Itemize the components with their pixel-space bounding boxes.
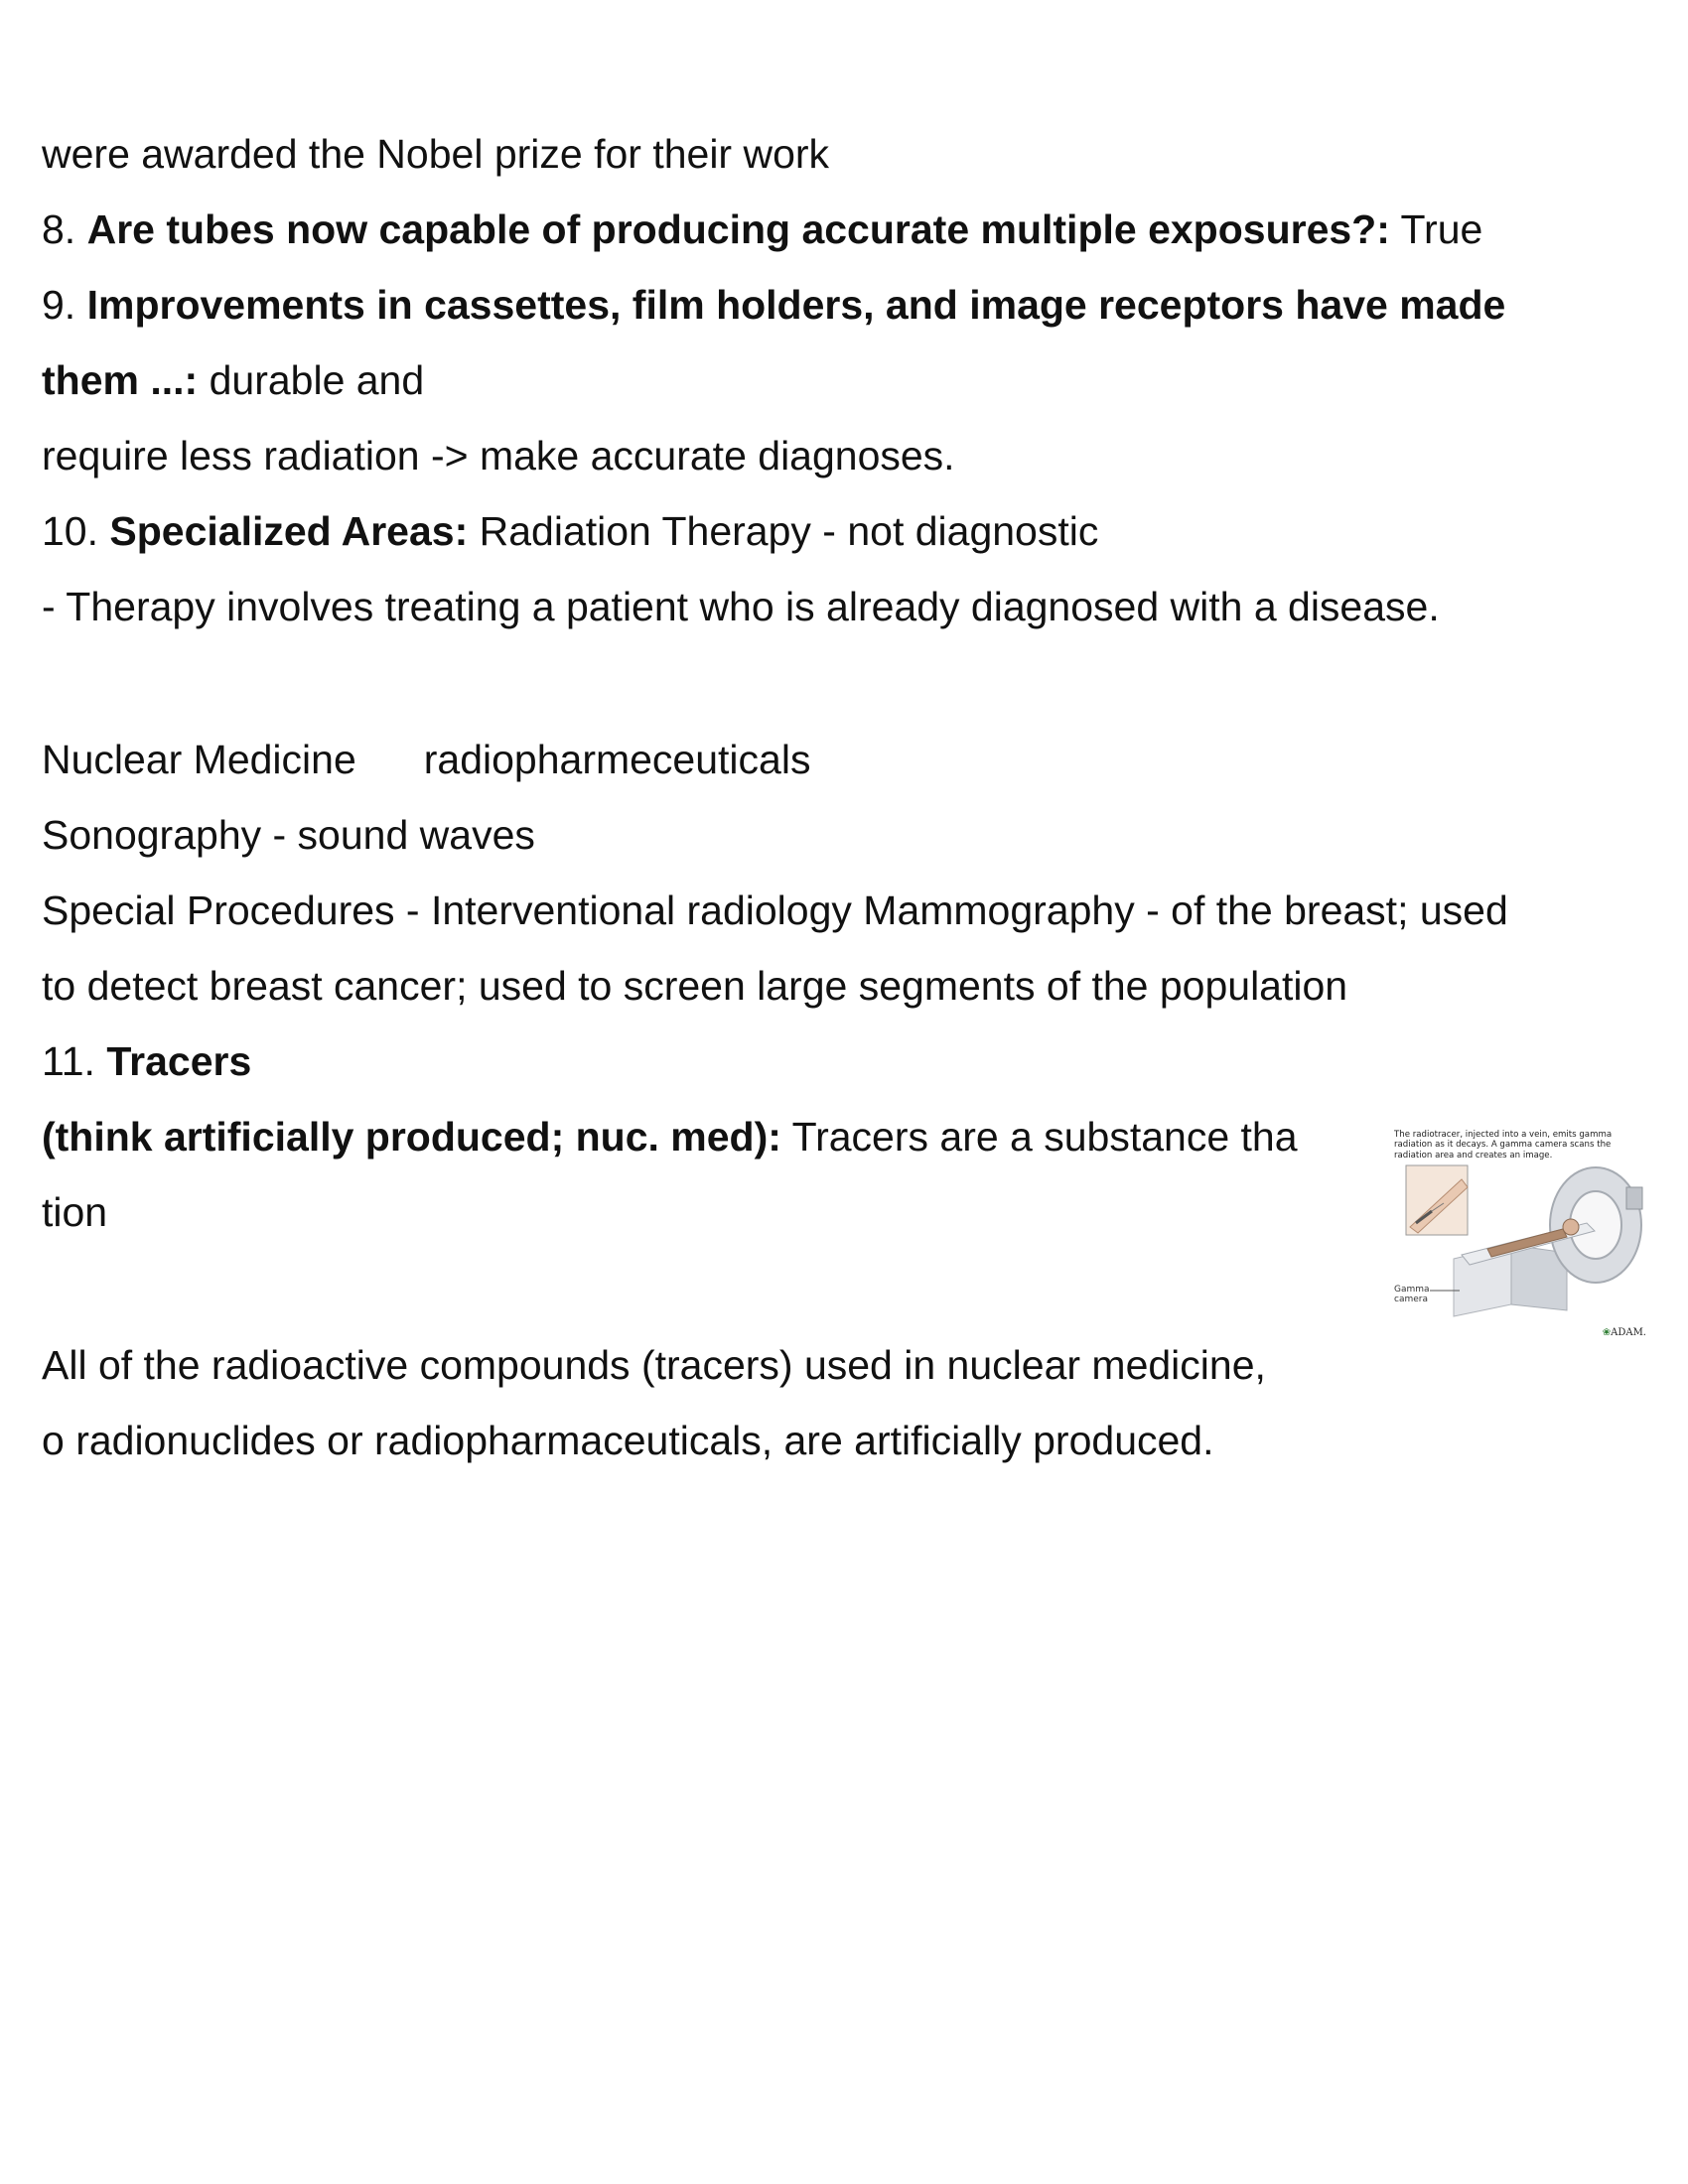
question-11-continued: (think artificially produced; nuc. med): Tracers are a substance tha [42, 1114, 1298, 1160]
question-8: 8. Are tubes now capable of producing accurate multiple exposures?: True [42, 206, 1483, 252]
text-line: Nuclear Medicine radiopharmeceuticals [42, 737, 811, 782]
question-8-answer: True [1400, 206, 1483, 252]
question-9-continued: them ...: durable and [42, 357, 425, 403]
text-line: Special Procedures - Interventional radiology Mammography - of the breast; used [42, 887, 1508, 933]
gamma-camera-figure [1392, 1128, 1648, 1340]
gamma-camera-label: Gamma camera [1394, 1285, 1430, 1304]
question-11: 11. Tracers [42, 1038, 252, 1084]
text-line: - Therapy involves treating a patient who is already diagnosed with a disease. [42, 584, 1440, 629]
adam-logo: ❀ADAM. [1602, 1327, 1646, 1338]
question-9-answer: durable and [209, 357, 425, 403]
text-line: tion [42, 1189, 108, 1235]
text-line: require less radiation -> make accurate diagnoses. [42, 433, 955, 478]
text-line: to detect breast cancer; used to screen large segments of the population [42, 963, 1348, 1009]
gamma-camera-illustration [1392, 1128, 1648, 1340]
text-line: Sonography - sound waves [42, 812, 535, 858]
figure-caption: The radiotracer, injected into a vein, emits gamma radiation as it decays. A gamma camera scans the radiation area and creates an image. [1394, 1130, 1613, 1160]
text-line: All of the radioactive compounds (tracers) used in nuclear medicine, [42, 1342, 1266, 1388]
question-8-term: Are tubes now capable of producing accurate multiple exposures?: [86, 206, 1390, 252]
text-line: o radionuclides or radiopharmaceuticals, are artificially produced. [42, 1418, 1214, 1463]
text-line: were awarded the Nobel prize for their work [42, 131, 830, 177]
question-10-term: Specialized Areas: [109, 508, 469, 554]
question-9-term: Improvements in cassettes, film holders, and image receptors have made [86, 282, 1506, 328]
question-11-term: Tracers [106, 1038, 252, 1084]
question-10-answer: Radiation Therapy - not diagnostic [479, 508, 1099, 554]
question-9: 9. Improvements in cassettes, film holders, and image receptors have made [42, 282, 1506, 328]
question-11-answer: Tracers are a substance tha [791, 1114, 1298, 1160]
question-10: 10. Specialized Areas: Radiation Therapy - not diagnostic [42, 508, 1099, 554]
